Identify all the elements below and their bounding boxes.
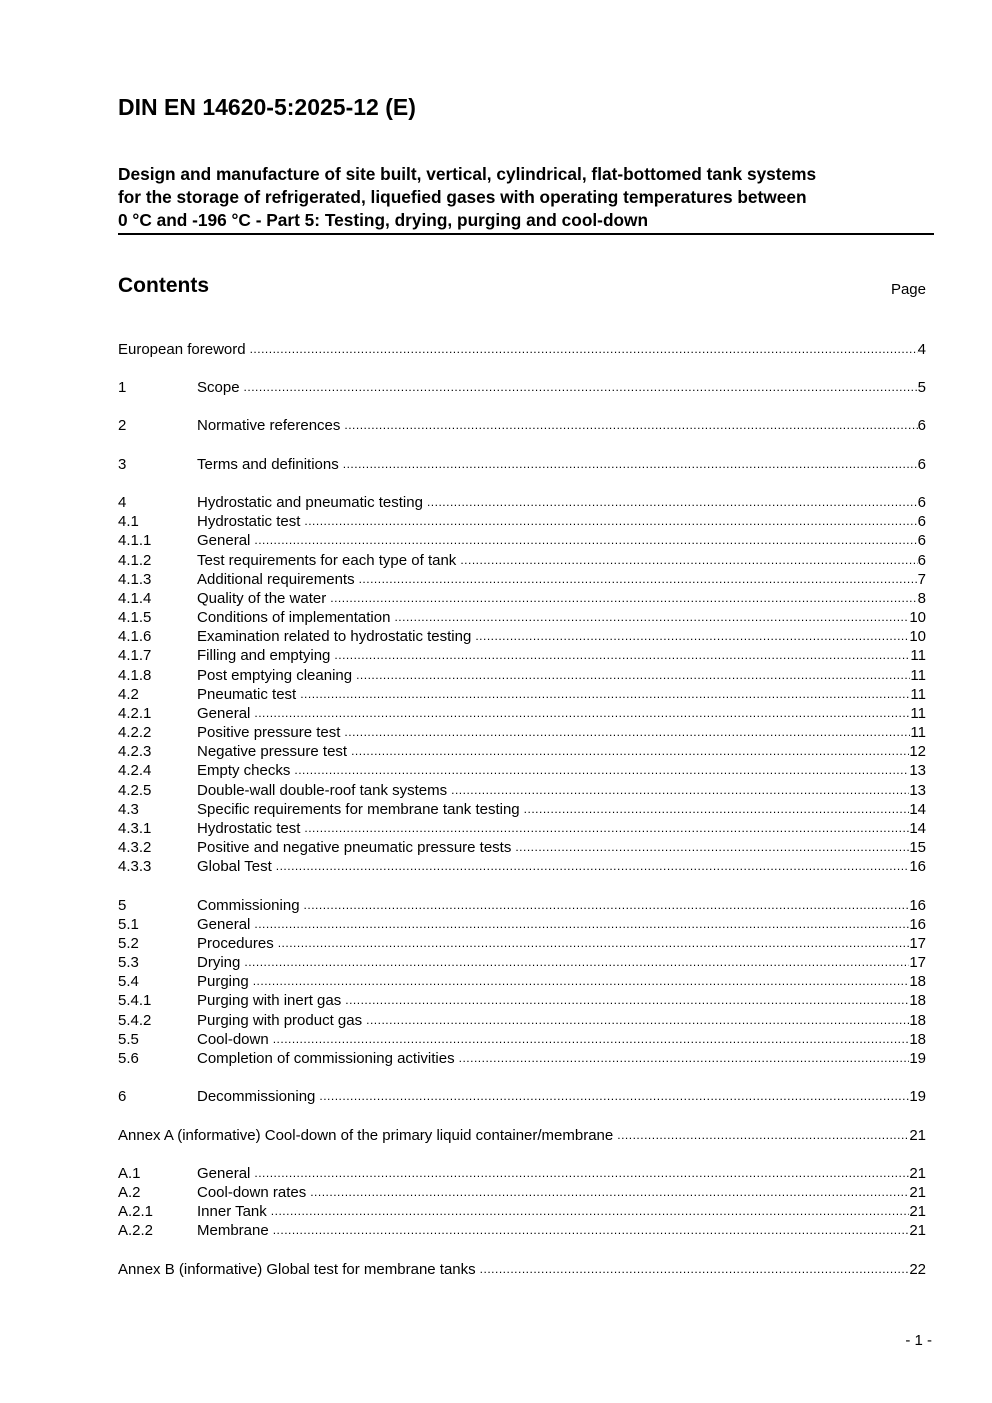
- document-title-line: for the storage of refrigerated, liquefied gases with operating temperatures between: [118, 187, 807, 207]
- toc-entry-title: Pneumatic test: [197, 686, 297, 703]
- toc-entry[interactable]: [118, 934, 926, 953]
- toc-entry[interactable]: [118, 340, 926, 359]
- page-column-label: Page: [890, 281, 926, 298]
- toc-entry-title: General: [197, 1165, 251, 1182]
- toc-entry-title: Drying: [197, 954, 241, 971]
- toc-entry-title: Empty checks: [197, 762, 291, 779]
- toc-entry-number: 5.6: [118, 1050, 139, 1067]
- toc-leader-dots: [278, 934, 910, 953]
- toc-entry-number: 5.4.1: [118, 992, 152, 1009]
- toc-leader-dots: [254, 704, 910, 723]
- toc-entry-page: 14: [909, 801, 926, 818]
- toc-entry[interactable]: [118, 953, 926, 972]
- toc-entry-number: 4.2.5: [118, 782, 152, 799]
- toc-entry-title: Filling and emptying: [197, 647, 331, 664]
- toc-entry-number: 5.4.2: [118, 1012, 152, 1029]
- toc-entry-number: 4.2.4: [118, 762, 152, 779]
- toc-entry-page: 6: [917, 513, 926, 530]
- document-id: DIN EN 14620-5:2025-12 (E): [118, 94, 416, 120]
- toc-leader-dots: [254, 531, 917, 550]
- toc-entry[interactable]: [118, 857, 926, 876]
- toc-leader-dots: [273, 1030, 910, 1049]
- toc-entry-page: 19: [909, 1088, 926, 1105]
- toc-entry-title: Specific requirements for membrane tank testing: [197, 801, 520, 818]
- toc-entry[interactable]: [118, 800, 926, 819]
- toc-entry-title: Purging with inert gas: [197, 992, 342, 1009]
- toc-entry[interactable]: [118, 704, 926, 723]
- toc-entry[interactable]: [118, 1126, 926, 1145]
- toc-entry[interactable]: [118, 1087, 926, 1106]
- toc-leader-dots: [394, 608, 909, 627]
- toc-entry-title: General: [197, 916, 251, 933]
- toc-entry-page: 21: [909, 1184, 926, 1201]
- toc-entry-number: A.2.1: [118, 1203, 154, 1220]
- toc-leader-dots: [343, 455, 918, 474]
- toc-leader-dots: [273, 1221, 910, 1240]
- toc-entry-page: 16: [909, 897, 926, 914]
- toc-entry[interactable]: [118, 570, 926, 589]
- toc-entry[interactable]: [118, 531, 926, 550]
- toc-entry-number: 5: [118, 897, 127, 914]
- toc-leader-dots: [304, 512, 917, 531]
- toc-entry-number: 5.2: [118, 935, 139, 952]
- toc-entry-title: Cool-down rates: [197, 1184, 307, 1201]
- toc-entry-number: 4.1.7: [118, 647, 152, 664]
- toc-leader-dots: [617, 1126, 909, 1145]
- toc-entry-page: 8: [917, 590, 926, 607]
- toc-leader-dots: [253, 972, 910, 991]
- toc-entry-page: 7: [917, 571, 926, 588]
- toc-entry-page: 13: [909, 782, 926, 799]
- toc-entry-page: 4: [917, 341, 926, 358]
- toc-entry[interactable]: [118, 1202, 926, 1221]
- toc-entry[interactable]: [118, 838, 926, 857]
- toc-entry-title: Examination related to hydrostatic testing: [197, 628, 472, 645]
- toc-entry-page: 21: [909, 1165, 926, 1182]
- toc-entry[interactable]: [118, 1183, 926, 1202]
- toc-entry-title: Inner Tank: [197, 1203, 267, 1220]
- contents-heading: Contents: [118, 274, 209, 297]
- toc-entry-page: 6: [917, 532, 926, 549]
- toc-entry[interactable]: [118, 551, 926, 570]
- toc-entry-page: 11: [910, 705, 926, 722]
- toc-entry[interactable]: [118, 378, 926, 397]
- toc-entry-page: 11: [910, 724, 926, 741]
- toc-entry-number: 4.1.6: [118, 628, 152, 645]
- toc-entry-title: Commissioning: [197, 897, 300, 914]
- toc-leader-dots: [480, 1260, 910, 1279]
- toc-entry-number: A.2.2: [118, 1222, 154, 1239]
- toc-entry-page: 6: [917, 552, 926, 569]
- toc-entry-title: Terms and definitions: [197, 456, 339, 473]
- toc-leader-dots: [451, 781, 909, 800]
- toc-entry-title: Conditions of implementation: [197, 609, 391, 626]
- toc-entry-title: Membrane: [197, 1222, 269, 1239]
- toc-entry[interactable]: [118, 685, 926, 704]
- toc-entry-number: 4.2: [118, 686, 139, 703]
- toc-entry-page: 6: [917, 417, 926, 434]
- page-number: - 1 -: [905, 1332, 932, 1349]
- toc-entry[interactable]: [118, 915, 926, 934]
- toc-leader-dots: [344, 416, 917, 435]
- toc-entry-title: General: [197, 532, 251, 549]
- toc-entry-number: 4.1.2: [118, 552, 152, 569]
- toc-leader-dots: [271, 1202, 910, 1221]
- toc-entry[interactable]: [118, 493, 926, 512]
- toc-entry-page: 14: [909, 820, 926, 837]
- toc-entry-number: 6: [118, 1088, 127, 1105]
- toc-entry-title: Normative references: [197, 417, 341, 434]
- toc-entry-title: Quality of the water: [197, 590, 327, 607]
- toc-entry[interactable]: [118, 1011, 926, 1030]
- toc-leader-dots: [351, 742, 909, 761]
- toc-entry-page: 11: [910, 647, 926, 664]
- toc-entry-number: 5.3: [118, 954, 139, 971]
- toc-leader-dots: [460, 551, 917, 570]
- toc-entry[interactable]: [118, 455, 926, 474]
- toc-leader-dots: [515, 838, 909, 857]
- toc-entry-title: Post emptying cleaning: [197, 667, 353, 684]
- toc-entry-title: Additional requirements: [197, 571, 355, 588]
- toc-entry-title: General: [197, 705, 251, 722]
- toc-entry-number: 4: [118, 494, 127, 511]
- toc-entry-title: Procedures: [197, 935, 274, 952]
- toc-entry-page: 11: [910, 686, 926, 703]
- toc-entry[interactable]: [118, 589, 926, 608]
- toc-entry[interactable]: [118, 1030, 926, 1049]
- toc-leader-dots: [366, 1011, 909, 1030]
- toc-entry-page: 18: [909, 1012, 926, 1029]
- toc-entry-title: Decommissioning: [197, 1088, 316, 1105]
- toc-entry-page: 5: [917, 379, 926, 396]
- toc-entry-page: 16: [909, 916, 926, 933]
- toc-entry-title: Cool-down: [197, 1031, 269, 1048]
- toc-entry-page: 15: [909, 839, 926, 856]
- toc-entry-page: 18: [909, 992, 926, 1009]
- toc-entry-title: European foreword: [118, 341, 246, 358]
- toc-entry[interactable]: [118, 819, 926, 838]
- toc-entry[interactable]: [118, 666, 926, 685]
- toc-leader-dots: [254, 1164, 909, 1183]
- toc-entry[interactable]: [118, 1049, 926, 1068]
- toc-leader-dots: [294, 761, 909, 780]
- toc-leader-dots: [427, 493, 918, 512]
- toc-entry-page: 10: [909, 609, 926, 626]
- toc-entry[interactable]: [118, 781, 926, 800]
- toc-leader-dots: [250, 340, 918, 359]
- toc-leader-dots: [345, 991, 909, 1010]
- toc-entry-title: Purging with product gas: [197, 1012, 363, 1029]
- toc-entry[interactable]: [118, 1164, 926, 1183]
- toc-entry-title: Annex B (informative) Global test for membrane tanks: [118, 1261, 476, 1278]
- toc-entry[interactable]: [118, 416, 926, 435]
- toc-entry[interactable]: [118, 761, 926, 780]
- toc-entry-page: 21: [909, 1222, 926, 1239]
- toc-entry-number: A.2: [118, 1184, 141, 1201]
- toc-entry-number: 4.3.1: [118, 820, 152, 837]
- toc-entry-page: 18: [909, 973, 926, 990]
- toc-entry-number: 5.4: [118, 973, 139, 990]
- toc-entry-number: 4.1.5: [118, 609, 152, 626]
- toc-leader-dots: [459, 1049, 910, 1068]
- toc-entry-title: Scope: [197, 379, 240, 396]
- toc-entry-number: 4.1.4: [118, 590, 152, 607]
- toc-leader-dots: [319, 1087, 909, 1106]
- toc-entry-page: 18: [909, 1031, 926, 1048]
- toc-leader-dots: [356, 666, 910, 685]
- toc-entry-number: 4.3: [118, 801, 139, 818]
- toc-entry-page: 21: [909, 1127, 926, 1144]
- toc-entry-number: 5.1: [118, 916, 139, 933]
- toc-entry-number: 1: [118, 379, 127, 396]
- toc-entry-title: Negative pressure test: [197, 743, 348, 760]
- toc-leader-dots: [254, 915, 909, 934]
- toc-entry-page: 19: [909, 1050, 926, 1067]
- toc-leader-dots: [304, 896, 910, 915]
- toc-leader-dots: [344, 723, 910, 742]
- toc-entry-number: 5.5: [118, 1031, 139, 1048]
- toc-entry[interactable]: [118, 972, 926, 991]
- toc-entry-page: 10: [909, 628, 926, 645]
- toc-entry[interactable]: [118, 723, 926, 742]
- toc-entry[interactable]: [118, 896, 926, 915]
- toc-entry-number: 4.2.3: [118, 743, 152, 760]
- toc-leader-dots: [276, 857, 910, 876]
- toc-entry-title: Hydrostatic and pneumatic testing: [197, 494, 423, 511]
- toc-entry[interactable]: [118, 991, 926, 1010]
- toc-entry-title: Completion of commissioning activities: [197, 1050, 455, 1067]
- toc-leader-dots: [475, 627, 909, 646]
- toc-leader-dots: [304, 819, 909, 838]
- toc-entry-page: 13: [909, 762, 926, 779]
- toc-entry-number: 4.2.1: [118, 705, 152, 722]
- toc-leader-dots: [244, 378, 918, 397]
- toc-leader-dots: [330, 589, 917, 608]
- toc-entry-title: Positive and negative pneumatic pressure tests: [197, 839, 512, 856]
- document-title: [118, 163, 934, 235]
- toc-entry-number: 4.3.2: [118, 839, 152, 856]
- toc-entry-number: 2: [118, 417, 127, 434]
- toc-entry-title: Positive pressure test: [197, 724, 341, 741]
- toc-entry-title: Double-wall double-roof tank systems: [197, 782, 448, 799]
- toc-entry-page: 16: [909, 858, 926, 875]
- toc-entry-title: Hydrostatic test: [197, 820, 301, 837]
- toc-entry-page: 6: [917, 456, 926, 473]
- toc-entry-title: Test requirements for each type of tank: [197, 552, 457, 569]
- toc-entry-number: 4.3.3: [118, 858, 152, 875]
- toc-entry-page: 21: [909, 1203, 926, 1220]
- toc-leader-dots: [300, 685, 910, 704]
- toc-entry-title: Purging: [197, 973, 249, 990]
- toc-entry[interactable]: [118, 1260, 926, 1279]
- toc-entry[interactable]: [118, 742, 926, 761]
- toc-entry[interactable]: [118, 1221, 926, 1240]
- toc-entry[interactable]: [118, 646, 926, 665]
- toc-leader-dots: [310, 1183, 909, 1202]
- toc-entry-title: Global Test: [197, 858, 272, 875]
- toc-entry-page: 11: [910, 667, 926, 684]
- toc-entry-page: 17: [909, 935, 926, 952]
- toc-entry-number: 4.1.8: [118, 667, 152, 684]
- toc-leader-dots: [524, 800, 910, 819]
- toc-leader-dots: [334, 646, 910, 665]
- document-title-line: 0 °C and -196 °C - Part 5: Testing, drying, purging and cool-down: [118, 210, 649, 230]
- toc-entry-number: 3: [118, 456, 127, 473]
- toc-leader-dots: [359, 570, 918, 589]
- toc-entry-page: 22: [909, 1261, 926, 1278]
- toc-entry-title: Annex A (informative) Cool-down of the primary liquid container/membrane: [118, 1127, 614, 1144]
- toc-entry-page: 12: [909, 743, 926, 760]
- toc-entry-page: 17: [909, 954, 926, 971]
- toc-entry-number: A.1: [118, 1165, 141, 1182]
- toc-entry-number: 4.2.2: [118, 724, 152, 741]
- toc-leader-dots: [244, 953, 909, 972]
- toc-entry[interactable]: [118, 512, 926, 531]
- toc-entry-title: Hydrostatic test: [197, 513, 301, 530]
- document-title-line: Design and manufacture of site built, vertical, cylindrical, flat-bottomed tank systems: [118, 164, 817, 184]
- toc-entry[interactable]: [118, 627, 926, 646]
- toc-entry-number: 4.1: [118, 513, 139, 530]
- toc-entry[interactable]: [118, 608, 926, 627]
- toc-entry-page: 6: [917, 494, 926, 511]
- toc-entry-number: 4.1.3: [118, 571, 152, 588]
- toc-entry-number: 4.1.1: [118, 532, 152, 549]
